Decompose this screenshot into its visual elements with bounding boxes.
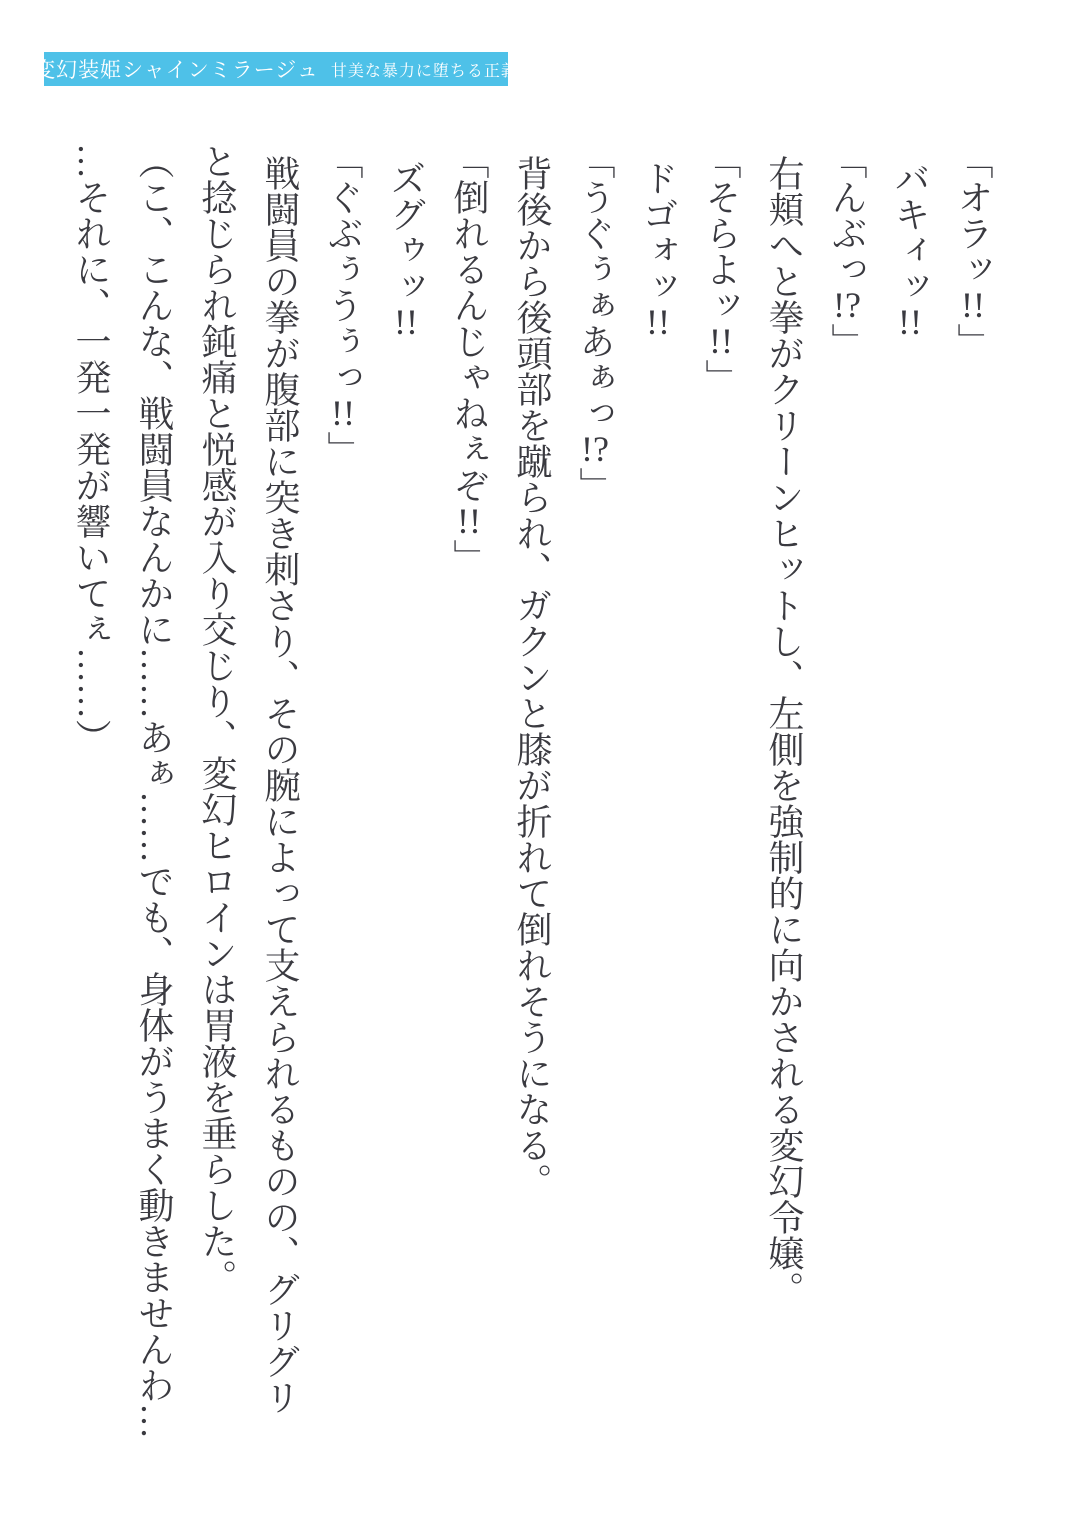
text-line-dialogue: 「んぶっ!?」 [827, 143, 867, 359]
exclamation-cluster: !? [581, 431, 609, 467]
text-line-dialogue: 「そらよッ!!」 [701, 143, 741, 395]
book-title: 変幻装姫シャインミラージュ [34, 58, 319, 82]
text-line-narrative: と捻じられ鈍痛と悦感が入り交じり、変幻ヒロインは胃液を垂らした。 [197, 143, 237, 1295]
text-line-thought: …それに、一発一発が響いてぇ……） [71, 143, 111, 755]
text-line-narrative: 背後から後頭部を蹴られ、ガクンと膝が折れて倒れそうになる。 [512, 155, 552, 1199]
text-line-dialogue: 「うぐぅぁあぁっ!?」 [575, 143, 615, 503]
header-bar [34, 52, 518, 86]
text-line-sfx: ズグゥッ!! [386, 160, 426, 340]
exclamation-cluster: !! [898, 304, 922, 340]
text-line-sfx: ドゴォッ!! [638, 160, 678, 340]
exclamation-cluster: !! [394, 304, 418, 340]
exclamation-cluster: !! [646, 304, 670, 340]
exclamation-cluster: !! [457, 503, 481, 539]
text-columns [59, 143, 1004, 1508]
exclamation-cluster: !! [961, 287, 985, 323]
text-line-dialogue: 「倒れるんじゃねぇぞ!!」 [449, 143, 489, 575]
exclamation-cluster: !! [709, 323, 733, 359]
text-line-thought: （こ、こんな、戦闘員なんかに……あぁ……でも、身体がうまく動きませんわ… [134, 143, 174, 1439]
text-line-narrative: 右頬へと拳がクリーンヒットし、左側を強制的に向かされる変幻令嬢。 [764, 155, 804, 1307]
text-line-dialogue: 「ぐぶぅうぅっ!!」 [323, 143, 363, 467]
text-line-narrative: 戦闘員の拳が腹部に突き刺さり、その腕によって支えられるものの、グリグリ [260, 155, 300, 1415]
book-subtitle: 甘美な暴力に堕ちる正義 [330, 62, 518, 80]
text-line-dialogue: 「オラッ!!」 [953, 143, 993, 359]
exclamation-cluster: !! [331, 395, 355, 431]
text-line-sfx: バキィッ!! [890, 160, 930, 340]
exclamation-cluster: !? [833, 287, 861, 323]
